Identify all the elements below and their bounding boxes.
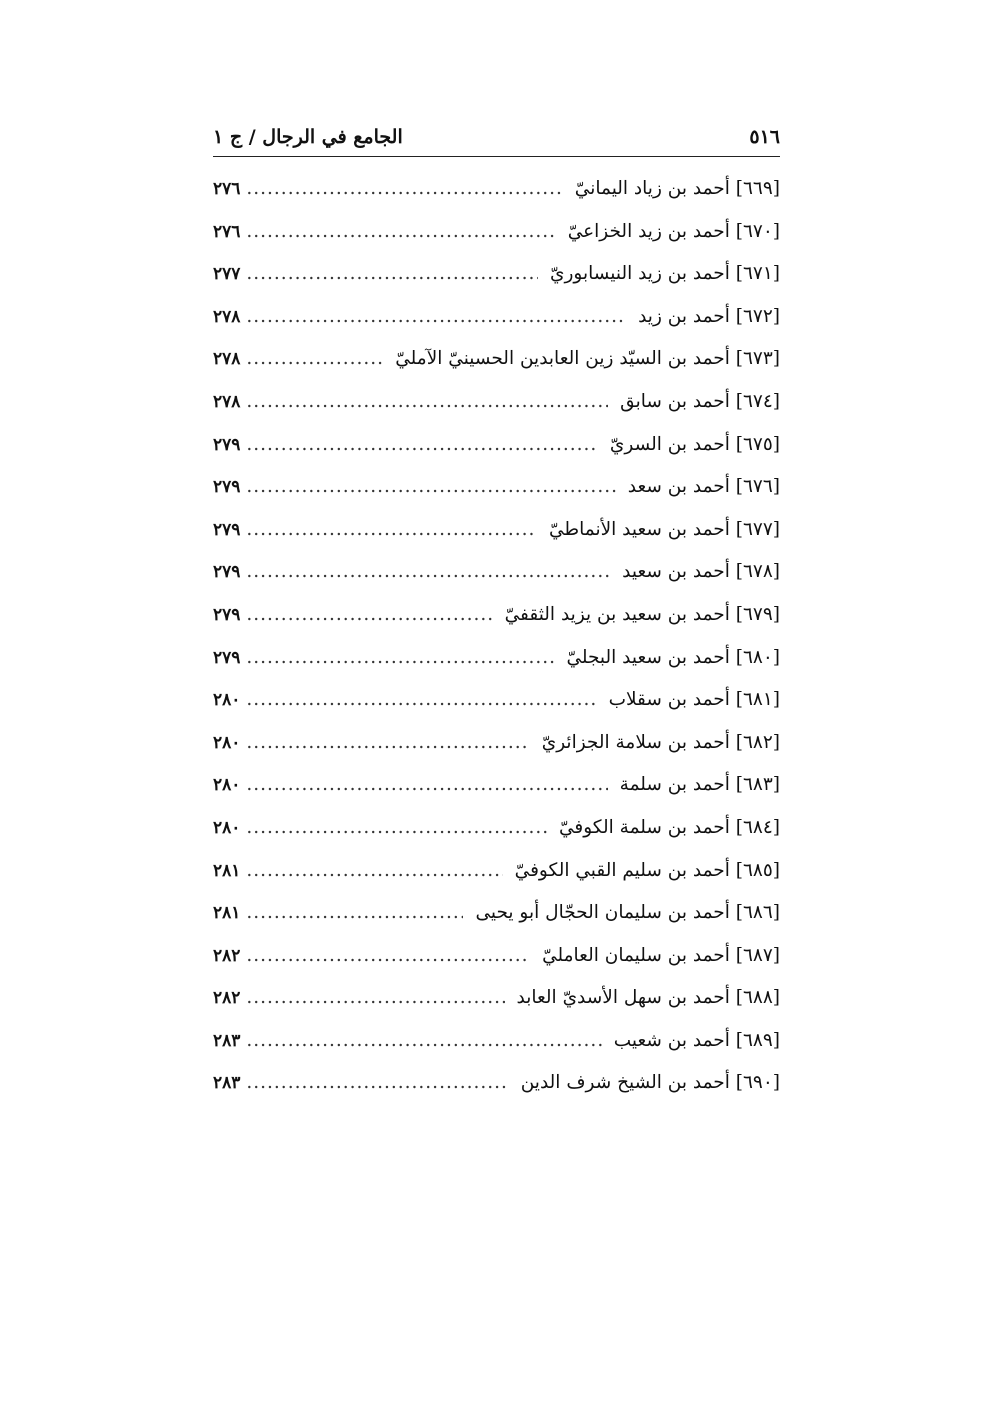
dot-leader — [246, 679, 596, 721]
toc-entry — [213, 381, 780, 424]
toc-entry — [213, 551, 780, 594]
dot-leader — [246, 509, 537, 551]
entry-title: [٦٨١] أحمد بن سقلاب — [608, 689, 780, 711]
entry-page-number: ٢٧٨ — [213, 391, 241, 412]
table-of-contents — [213, 168, 780, 1105]
dot-leader — [246, 892, 463, 934]
entry-page-number: ٢٧٨ — [213, 349, 241, 370]
entry-title: [٦٨٤] أحمد بن سلمة الكوفيّ — [558, 816, 780, 838]
page-header — [213, 120, 780, 157]
dot-leader — [246, 466, 615, 508]
entry-title: [٦٦٩] أحمد بن زياد اليمانيّ — [574, 178, 780, 199]
dot-leader — [246, 807, 547, 849]
dot-leader — [246, 1062, 508, 1104]
page-number: ٥١٦ — [749, 126, 780, 148]
entry-page-number: ٢٧٩ — [213, 604, 241, 625]
entry-title: [٦٧٦] أحمد بن سعد — [627, 476, 780, 498]
entry-title: [٦٧٩] أحمد بن سعيد بن يزيد الثقفيّ — [504, 603, 780, 625]
running-title: الجامع في الرجال / ج ١ — [213, 126, 403, 148]
toc-entry — [213, 935, 780, 978]
entry-title: [٦٧٤] أحمد بن سابق — [620, 390, 780, 412]
toc-entry — [213, 850, 780, 893]
toc-entry — [213, 807, 780, 850]
toc-entry — [213, 424, 780, 467]
entry-page-number: ٢٨٣ — [213, 1073, 241, 1094]
entry-page-number: ٢٨٠ — [213, 775, 241, 796]
dot-leader — [246, 551, 610, 593]
toc-entry — [213, 977, 780, 1020]
entry-title: [٦٨٦] أحمد بن سليمان الحجّال أبو يحيى — [475, 902, 780, 924]
dot-leader — [246, 850, 502, 892]
entry-title: [٦٩٠] أحمد بن الشيخ شرف الدين — [520, 1072, 780, 1094]
entry-page-number: ٢٨١ — [213, 903, 241, 924]
entry-page-number: ٢٧٨ — [213, 306, 241, 327]
toc-entry — [213, 764, 780, 807]
entry-title: [٦٨٥] أحمد بن سليم القبي الكوفيّ — [514, 859, 780, 881]
dot-leader — [246, 722, 529, 764]
toc-entry — [213, 637, 780, 680]
entry-title: [٦٨٨] أحمد بن سهل الأسديّ العابد — [516, 987, 780, 1009]
entry-title: [٦٨٩] أحمد بن شعيب — [613, 1029, 780, 1051]
entry-title: [٦٨٢] أحمد بن سلامة الجزائريّ — [541, 731, 780, 753]
entry-page-number: ٢٧٩ — [213, 434, 241, 455]
entry-title: [٦٨٧] أحمد بن سليمان العامليّ — [542, 944, 780, 966]
entry-page-number: ٢٨٣ — [213, 1030, 241, 1051]
entry-title: [٦٨٣] أحمد بن سلمة — [619, 774, 780, 796]
entry-page-number: ٢٧٩ — [213, 647, 241, 668]
entry-page-number: ٢٧٩ — [213, 519, 241, 540]
entry-page-number: ٢٨٠ — [213, 817, 241, 838]
toc-entry — [213, 211, 780, 254]
toc-entry — [213, 168, 780, 211]
entry-page-number: ٢٨٢ — [213, 945, 241, 966]
dot-leader — [246, 338, 383, 380]
entry-page-number: ٢٧٧ — [213, 264, 241, 285]
toc-entry — [213, 679, 780, 722]
entry-title: [٦٧٠] أحمد بن زيد الخزاعيّ — [567, 220, 780, 242]
dot-leader — [246, 296, 626, 338]
entry-title: [٦٧٨] أحمد بن سعيد — [622, 561, 780, 583]
entry-title: [٦٧١] أحمد بن زيد النيسابوريّ — [550, 263, 780, 285]
toc-entry — [213, 892, 780, 935]
toc-entry — [213, 1062, 780, 1105]
toc-entry — [213, 296, 780, 339]
dot-leader — [246, 637, 554, 679]
dot-leader — [246, 764, 607, 806]
entry-page-number: ٢٧٩ — [213, 477, 241, 498]
entry-page-number: ٢٧٩ — [213, 562, 241, 583]
entry-page-number: ٢٧٦ — [213, 179, 241, 199]
entry-page-number: ٢٨٠ — [213, 690, 241, 711]
entry-title: [٦٧٢] أحمد بن زيد — [638, 305, 780, 327]
toc-entry — [213, 509, 780, 552]
entry-title: [٦٧٣] أحمد بن السيّد زين العابدين الحسينيّ الآمليّ — [395, 348, 780, 370]
dot-leader — [246, 168, 562, 210]
entry-page-number: ٢٨٢ — [213, 988, 241, 1009]
dot-leader — [246, 381, 608, 423]
dot-leader — [246, 424, 598, 466]
toc-entry — [213, 594, 780, 637]
entry-title: [٦٧٥] أحمد بن السريّ — [609, 433, 780, 455]
dot-leader — [246, 1020, 601, 1062]
toc-entry — [213, 253, 780, 296]
entry-page-number: ٢٧٦ — [213, 221, 241, 242]
dot-leader — [246, 253, 538, 295]
entry-page-number: ٢٨٠ — [213, 732, 241, 753]
dot-leader — [246, 211, 555, 253]
entry-title: [٦٧٧] أحمد بن سعيد الأنماطيّ — [548, 518, 780, 540]
toc-entry — [213, 338, 780, 381]
dot-leader — [246, 935, 530, 977]
toc-entry — [213, 1020, 780, 1063]
toc-entry — [213, 466, 780, 509]
toc-entry — [213, 722, 780, 765]
dot-leader — [246, 977, 504, 1019]
entry-title: [٦٨٠] أحمد بن سعيد البجليّ — [566, 646, 780, 668]
dot-leader — [246, 594, 492, 636]
entry-page-number: ٢٨١ — [213, 860, 241, 881]
